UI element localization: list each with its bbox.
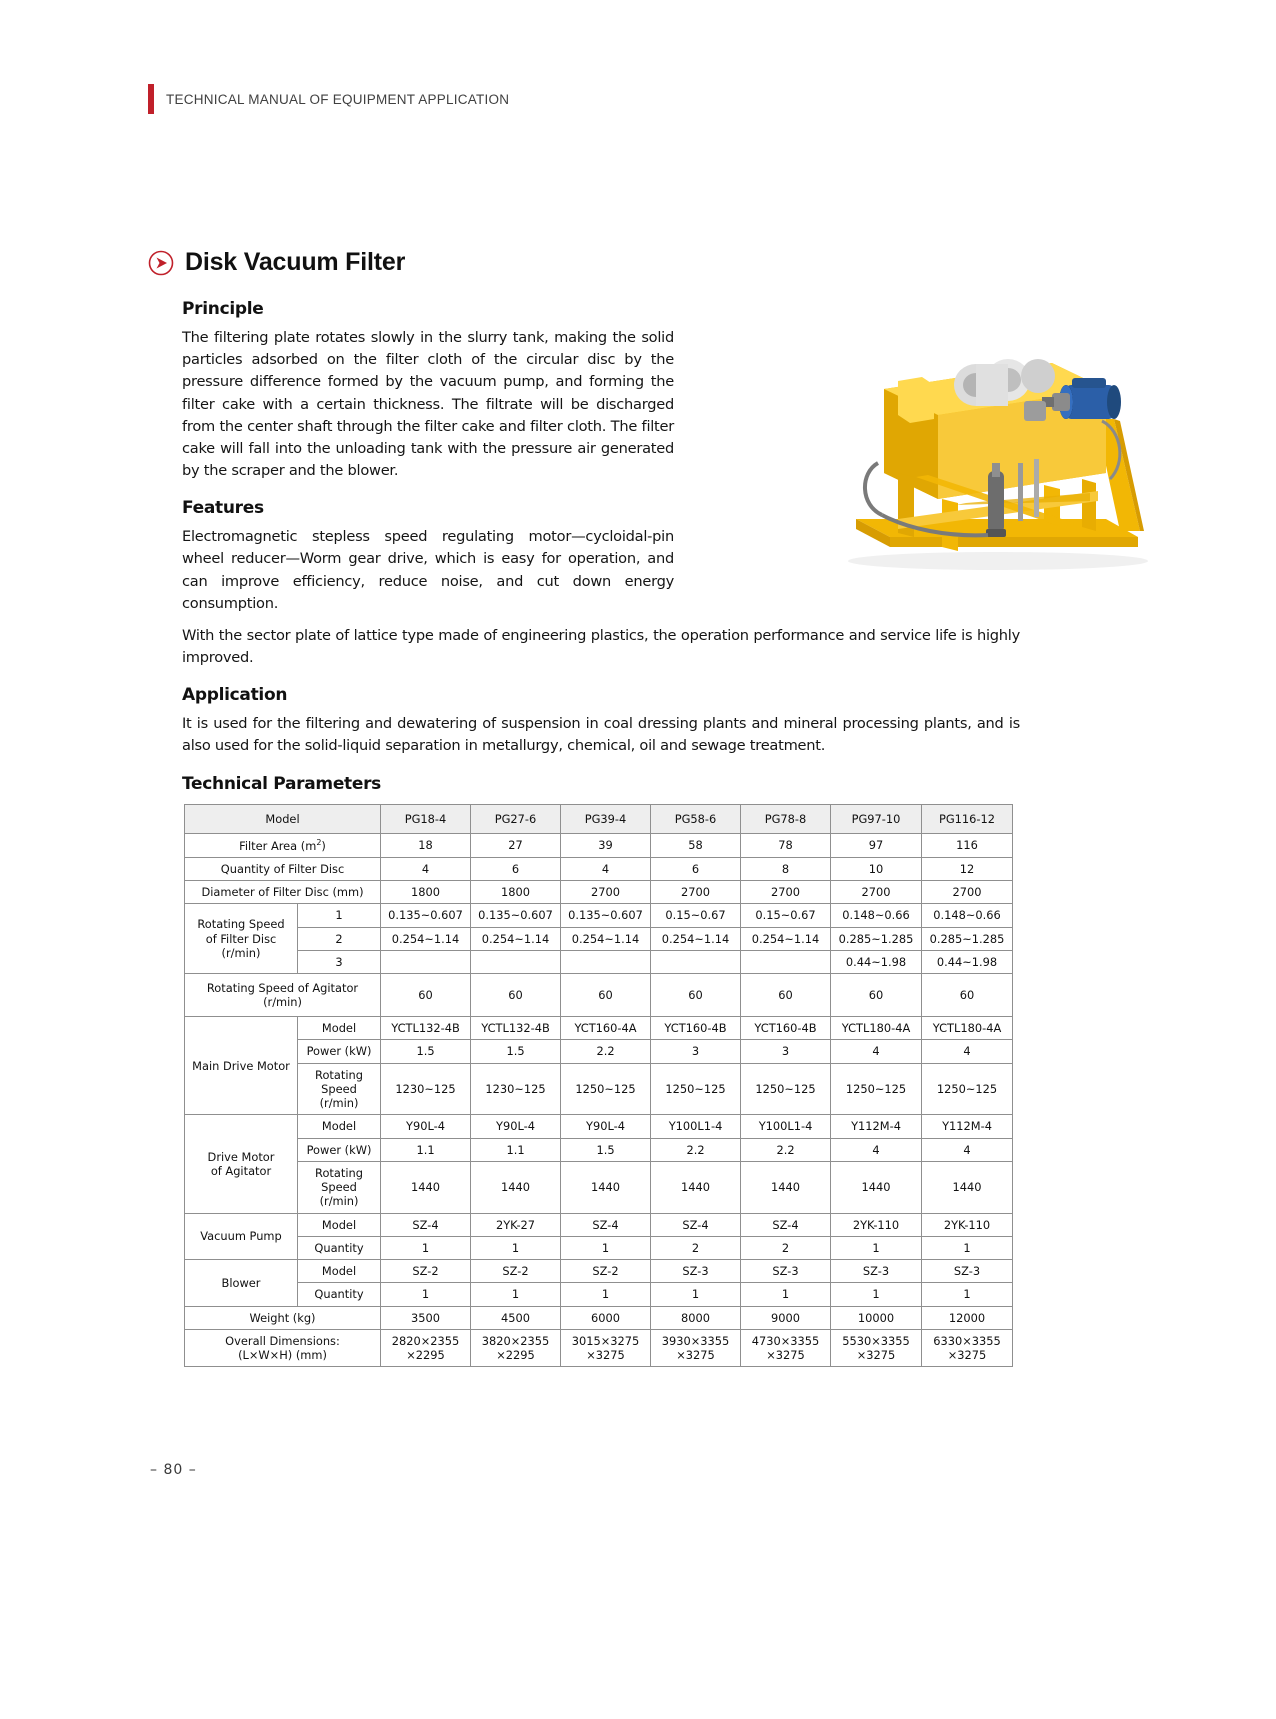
table-row-main-drive-motor-model — [185, 1017, 1013, 1040]
mdm-speed-line2: Speed — [321, 1081, 357, 1096]
cell-od-3 — [651, 1329, 741, 1367]
header-model-2: PG39-4 — [561, 804, 651, 833]
cell-dma-model-3: Y100L1-4 — [651, 1115, 741, 1138]
product-photo — [838, 323, 1168, 576]
cell-filter-area-0: 18 — [381, 833, 471, 857]
cell-rsd3-3 — [651, 950, 741, 973]
cell-rsa-6: 60 — [922, 974, 1013, 1017]
table-row-overall-dimensions — [185, 1329, 1013, 1367]
cell-dia-disc-4: 2700 — [741, 881, 831, 904]
cell-dia-disc-1: 1800 — [471, 881, 561, 904]
running-header-text: TECHNICAL MANUAL OF EQUIPMENT APPLICATION — [166, 91, 510, 107]
cell-dma-model-5: Y112M-4 — [831, 1115, 922, 1138]
disk-vacuum-filter-illustration — [838, 323, 1168, 576]
cell-vp-qty-1: 1 — [471, 1236, 561, 1259]
page-content — [148, 248, 1020, 1367]
od-5-line1: 5530×3355 — [842, 1333, 910, 1348]
cell-dma-speed-4: 1440 — [741, 1161, 831, 1213]
page-number: – 80 – — [150, 1462, 197, 1478]
principle-heading: Principle — [182, 299, 264, 319]
cell-od-0 — [381, 1329, 471, 1367]
header-label-model: Model — [185, 804, 381, 833]
cell-rsa-1: 60 — [471, 974, 561, 1017]
od-1-line1: 3820×2355 — [481, 1333, 550, 1348]
cell-vp-model-1: 2YK-27 — [471, 1213, 561, 1236]
table-row-vacuum-pump-model — [185, 1213, 1013, 1236]
row-label-blower: Blower — [185, 1260, 298, 1307]
cell-dma-power-0: 1.1 — [381, 1138, 471, 1161]
table-row-main-drive-motor-power — [185, 1040, 1013, 1063]
cell-od-4 — [741, 1329, 831, 1367]
technical-parameters-table — [184, 804, 1013, 1368]
cell-mdm-speed-3: 1250~125 — [651, 1063, 741, 1115]
filter-area-label-tail: ) — [321, 838, 326, 853]
row-label-filter-area — [185, 833, 381, 857]
cell-vp-model-2: SZ-4 — [561, 1213, 651, 1236]
header-model-5: PG97-10 — [831, 804, 922, 833]
cell-mdm-power-1: 1.5 — [471, 1040, 561, 1063]
sublabel-dma-speed — [298, 1161, 381, 1213]
sublabel-dma-model: Model — [298, 1115, 381, 1138]
od-0-line1: 2820×2355 — [391, 1333, 460, 1348]
cell-rsa-4: 60 — [741, 974, 831, 1017]
table-row-vacuum-pump-quantity — [185, 1236, 1013, 1259]
cell-dma-power-4: 2.2 — [741, 1138, 831, 1161]
cell-dma-power-6: 4 — [922, 1138, 1013, 1161]
cell-dma-power-5: 4 — [831, 1138, 922, 1161]
cell-od-5 — [831, 1329, 922, 1367]
cell-dma-model-6: Y112M-4 — [922, 1115, 1013, 1138]
cell-blower-qty-1: 1 — [471, 1283, 561, 1306]
cell-filter-area-4: 78 — [741, 833, 831, 857]
cell-rsa-3: 60 — [651, 974, 741, 1017]
dma-speed-line3: (r/min) — [319, 1194, 359, 1209]
cell-mdm-model-4: YCT160-4B — [741, 1017, 831, 1040]
row-label-quantity-filter-disc: Quantity of Filter Disc — [185, 857, 381, 880]
cell-qty-disc-0: 4 — [381, 857, 471, 880]
table-row-rotating-speed-disc-2 — [185, 927, 1013, 950]
cell-rsd3-2 — [561, 950, 651, 973]
cell-mdm-model-0: YCTL132-4B — [381, 1017, 471, 1040]
rsd-label-line2: of Filter Disc — [205, 931, 277, 946]
cell-vp-model-4: SZ-4 — [741, 1213, 831, 1236]
header-model-6: PG116-12 — [922, 804, 1013, 833]
row-label-main-drive-motor: Main Drive Motor — [185, 1017, 298, 1115]
table-row-drive-motor-agitator-model — [185, 1115, 1013, 1138]
dma-speed-line1: Rotating — [315, 1165, 363, 1180]
cell-dma-speed-6: 1440 — [922, 1161, 1013, 1213]
cell-rsd3-1 — [471, 950, 561, 973]
cell-rsd2-6: 0.285~1.285 — [922, 927, 1013, 950]
od-5-line2: ×3275 — [856, 1348, 896, 1363]
cell-vp-model-3: SZ-4 — [651, 1213, 741, 1236]
rsa-label-line1: Rotating Speed of Agitator — [206, 980, 359, 995]
table-row-main-drive-motor-speed — [185, 1063, 1013, 1115]
application-heading: Application — [182, 685, 288, 706]
cell-od-1 — [471, 1329, 561, 1367]
cell-blower-model-2: SZ-2 — [561, 1260, 651, 1283]
cell-dma-model-0: Y90L-4 — [381, 1115, 471, 1138]
cell-blower-model-1: SZ-2 — [471, 1260, 561, 1283]
od-2-line2: ×3275 — [586, 1348, 625, 1363]
table-row-drive-motor-agitator-power — [185, 1138, 1013, 1161]
cell-vp-qty-0: 1 — [381, 1236, 471, 1259]
table-row-rotating-speed-agitator — [185, 974, 1013, 1017]
cell-filter-area-1: 27 — [471, 833, 561, 857]
cell-rsd2-1: 0.254~1.14 — [471, 927, 561, 950]
table-row-rotating-speed-disc-1 — [185, 904, 1013, 927]
rsd-label-line1: Rotating Speed — [197, 917, 285, 932]
row-label-diameter-filter-disc: Diameter of Filter Disc (mm) — [185, 881, 381, 904]
cell-dma-power-3: 2.2 — [651, 1138, 741, 1161]
cell-rsd1-5: 0.148~0.66 — [831, 904, 922, 927]
cell-rsa-0: 60 — [381, 974, 471, 1017]
header-model-3: PG58-6 — [651, 804, 741, 833]
od-6-line2: ×3275 — [947, 1348, 987, 1363]
cell-rsd2-4: 0.254~1.14 — [741, 927, 831, 950]
sublabel-mdm-power: Power (kW) — [298, 1040, 381, 1063]
sublabel-rsd-2: 2 — [298, 927, 381, 950]
cell-rsd2-5: 0.285~1.285 — [831, 927, 922, 950]
cell-mdm-speed-2: 1250~125 — [561, 1063, 651, 1115]
cell-rsd2-3: 0.254~1.14 — [651, 927, 741, 950]
cell-dma-speed-2: 1440 — [561, 1161, 651, 1213]
cell-blower-model-3: SZ-3 — [651, 1260, 741, 1283]
cell-dma-power-1: 1.1 — [471, 1138, 561, 1161]
technical-parameters-heading: Technical Parameters — [182, 773, 382, 794]
header-model-0: PG18-4 — [381, 804, 471, 833]
table-row-blower-quantity — [185, 1283, 1013, 1306]
cell-qty-disc-1: 6 — [471, 857, 561, 880]
table-row-drive-motor-agitator-speed — [185, 1161, 1013, 1213]
cell-dma-speed-5: 1440 — [831, 1161, 922, 1213]
cell-qty-disc-2: 4 — [561, 857, 651, 880]
row-label-overall-dimensions — [185, 1329, 381, 1367]
cell-mdm-speed-5: 1250~125 — [831, 1063, 922, 1115]
cell-mdm-speed-0: 1230~125 — [381, 1063, 471, 1115]
cell-dma-model-2: Y90L-4 — [561, 1115, 651, 1138]
cell-weight-1: 4500 — [471, 1306, 561, 1329]
cell-blower-model-6: SZ-3 — [922, 1260, 1013, 1283]
sublabel-vp-model: Model — [298, 1213, 381, 1236]
filter-area-label-base: Filter Area (m — [239, 838, 317, 853]
rsd-label-line3: (r/min) — [221, 945, 261, 960]
row-label-drive-motor-agitator — [185, 1115, 298, 1213]
cell-dma-speed-3: 1440 — [651, 1161, 741, 1213]
cell-mdm-model-1: YCTL132-4B — [471, 1017, 561, 1040]
sublabel-blower-model: Model — [298, 1260, 381, 1283]
header-model-4: PG78-8 — [741, 804, 831, 833]
cell-vp-model-0: SZ-4 — [381, 1213, 471, 1236]
row-label-weight: Weight (kg) — [185, 1306, 381, 1329]
table-row-weight — [185, 1306, 1013, 1329]
table-row-rotating-speed-disc-3 — [185, 950, 1013, 973]
cell-weight-2: 6000 — [561, 1306, 651, 1329]
od-3-line2: ×3275 — [676, 1348, 715, 1363]
dma-label-line1: Drive Motor — [207, 1149, 275, 1164]
table-row-blower-model — [185, 1260, 1013, 1283]
features-paragraph-2: With the sector plate of lattice type made of engineering plastics, the operation performance and service life is highly improved. — [182, 626, 1020, 667]
cell-qty-disc-5: 10 — [831, 857, 922, 880]
cell-mdm-power-4: 3 — [741, 1040, 831, 1063]
page-title-row — [148, 248, 1020, 277]
cell-dia-disc-3: 2700 — [651, 881, 741, 904]
cell-dma-model-1: Y90L-4 — [471, 1115, 561, 1138]
cell-blower-qty-3: 1 — [651, 1283, 741, 1306]
dma-speed-line2: Speed — [321, 1180, 357, 1195]
cell-mdm-model-3: YCT160-4B — [651, 1017, 741, 1040]
cell-dma-speed-0: 1440 — [381, 1161, 471, 1213]
cell-mdm-power-6: 4 — [922, 1040, 1013, 1063]
cell-mdm-power-2: 2.2 — [561, 1040, 651, 1063]
cell-vp-model-6: 2YK-110 — [922, 1213, 1013, 1236]
cell-dma-power-2: 1.5 — [561, 1138, 651, 1161]
row-label-rotating-speed-agitator — [185, 974, 381, 1017]
principle-text: The filtering plate rotates slowly in the slurry tank, making the solid particles adsorbed on the filter cloth of the circular disc by the pressure difference formed by the vacuum pump, and forming the filter cake with a certain thickness. The filtrate will be discharged from the center shaft through the filter cake and filter cloth. The filter cake will fall into the unloading tank with the pressure air generated by the scraper and the blower. — [182, 329, 674, 480]
cell-od-6 — [922, 1329, 1013, 1367]
od-6-line1: 6330×3355 — [933, 1333, 1001, 1348]
header-model-1: PG27-6 — [471, 804, 561, 833]
cell-rsd1-4: 0.15~0.67 — [741, 904, 831, 927]
od-4-line1: 4730×3355 — [751, 1333, 820, 1348]
cell-mdm-power-3: 3 — [651, 1040, 741, 1063]
cell-mdm-speed-1: 1230~125 — [471, 1063, 561, 1115]
running-header — [148, 84, 509, 114]
cell-dma-speed-1: 1440 — [471, 1161, 561, 1213]
cell-filter-area-6: 116 — [922, 833, 1013, 857]
cell-rsd2-0: 0.254~1.14 — [381, 927, 471, 950]
cell-blower-model-0: SZ-2 — [381, 1260, 471, 1283]
cell-vp-model-5: 2YK-110 — [831, 1213, 922, 1236]
od-label-line2: (L×W×H) (mm) — [238, 1348, 327, 1363]
cell-blower-qty-5: 1 — [831, 1283, 922, 1306]
cell-rsd1-2: 0.135~0.607 — [561, 904, 651, 927]
features-heading: Features — [182, 498, 264, 519]
cell-weight-3: 8000 — [651, 1306, 741, 1329]
cell-rsd1-1: 0.135~0.607 — [471, 904, 561, 927]
cell-mdm-model-6: YCTL180-4A — [922, 1017, 1013, 1040]
cell-od-2 — [561, 1329, 651, 1367]
od-0-line2: ×2295 — [406, 1348, 445, 1363]
sublabel-mdm-speed — [298, 1063, 381, 1115]
sublabel-dma-power: Power (kW) — [298, 1138, 381, 1161]
cell-qty-disc-6: 12 — [922, 857, 1013, 880]
table-header-row — [185, 804, 1013, 833]
od-2-line1: 3015×3275 — [571, 1333, 640, 1348]
cell-weight-0: 3500 — [381, 1306, 471, 1329]
header-accent-bar — [148, 84, 154, 114]
cell-blower-model-4: SZ-3 — [741, 1260, 831, 1283]
od-3-line1: 3930×3355 — [661, 1333, 730, 1348]
cell-qty-disc-3: 6 — [651, 857, 741, 880]
technical-parameters-table-wrap — [184, 804, 1012, 1368]
cell-mdm-speed-6: 1250~125 — [922, 1063, 1013, 1115]
circle-arrow-icon — [148, 250, 174, 276]
sublabel-rsd-1: 1 — [298, 904, 381, 927]
cell-rsa-5: 60 — [831, 974, 922, 1017]
cell-dia-disc-2: 2700 — [561, 881, 651, 904]
cell-filter-area-5: 97 — [831, 833, 922, 857]
cell-rsd2-2: 0.254~1.14 — [561, 927, 651, 950]
cell-rsd3-0 — [381, 950, 471, 973]
application-text: It is used for the filtering and dewatering of suspension in coal dressing plants and mineral processing plants, and is also used for the solid-liquid separation in metallurgy, chemical, oil and sewage treatment. — [182, 715, 1020, 755]
cell-weight-6: 12000 — [922, 1306, 1013, 1329]
table-row-filter-area — [185, 833, 1013, 857]
cell-rsd1-6: 0.148~0.66 — [922, 904, 1013, 927]
od-label-line1: Overall Dimensions: — [225, 1333, 340, 1348]
sublabel-mdm-model: Model — [298, 1017, 381, 1040]
features-paragraph-1: Electromagnetic stepless speed regulating motor—cycloidal-pin wheel reducer—Worm gear drive, which is easy for operation, and can improve efficiency, reduce noise, and cut down energy consumption. — [182, 528, 674, 612]
sublabel-vp-quantity: Quantity — [298, 1236, 381, 1259]
row-label-rotating-speed-disc — [185, 904, 298, 974]
page-title: Disk Vacuum Filter — [185, 248, 406, 276]
cell-filter-area-3: 58 — [651, 833, 741, 857]
cell-vp-qty-5: 1 — [831, 1236, 922, 1259]
cell-mdm-power-0: 1.5 — [381, 1040, 471, 1063]
cell-blower-qty-2: 1 — [561, 1283, 651, 1306]
cell-mdm-model-2: YCT160-4A — [561, 1017, 651, 1040]
cell-rsd3-4 — [741, 950, 831, 973]
mdm-speed-line1: Rotating — [315, 1067, 363, 1082]
cell-rsd3-6: 0.44~1.98 — [922, 950, 1013, 973]
cell-vp-qty-6: 1 — [922, 1236, 1013, 1259]
cell-filter-area-2: 39 — [561, 833, 651, 857]
cell-vp-qty-2: 1 — [561, 1236, 651, 1259]
od-4-line2: ×3275 — [766, 1348, 805, 1363]
cell-mdm-model-5: YCTL180-4A — [831, 1017, 922, 1040]
mdm-speed-line3: (r/min) — [319, 1096, 359, 1111]
cell-weight-4: 9000 — [741, 1306, 831, 1329]
sublabel-blower-quantity: Quantity — [298, 1283, 381, 1306]
cell-blower-model-5: SZ-3 — [831, 1260, 922, 1283]
cell-mdm-power-5: 4 — [831, 1040, 922, 1063]
rsa-label-line2: (r/min) — [263, 995, 302, 1010]
cell-dia-disc-5: 2700 — [831, 881, 922, 904]
cell-qty-disc-4: 8 — [741, 857, 831, 880]
cell-rsa-2: 60 — [561, 974, 651, 1017]
cell-blower-qty-4: 1 — [741, 1283, 831, 1306]
cell-weight-5: 10000 — [831, 1306, 922, 1329]
table-row-quantity-filter-disc — [185, 857, 1013, 880]
cell-rsd1-0: 0.135~0.607 — [381, 904, 471, 927]
cell-vp-qty-4: 2 — [741, 1236, 831, 1259]
dma-label-line2: of Agitator — [210, 1164, 272, 1178]
cell-rsd3-5: 0.44~1.98 — [831, 950, 922, 973]
cell-rsd1-3: 0.15~0.67 — [651, 904, 741, 927]
sublabel-rsd-3: 3 — [298, 950, 381, 973]
cell-mdm-speed-4: 1250~125 — [741, 1063, 831, 1115]
cell-dia-disc-6: 2700 — [922, 881, 1013, 904]
cell-blower-qty-6: 1 — [922, 1283, 1013, 1306]
row-label-vacuum-pump: Vacuum Pump — [185, 1213, 298, 1260]
cell-vp-qty-3: 2 — [651, 1236, 741, 1259]
table-row-diameter-filter-disc — [185, 881, 1013, 904]
cell-blower-qty-0: 1 — [381, 1283, 471, 1306]
cell-dma-model-4: Y100L1-4 — [741, 1115, 831, 1138]
od-1-line2: ×2295 — [496, 1348, 535, 1363]
filter-area-label-sup: 2 — [316, 837, 322, 847]
cell-dia-disc-0: 1800 — [381, 881, 471, 904]
